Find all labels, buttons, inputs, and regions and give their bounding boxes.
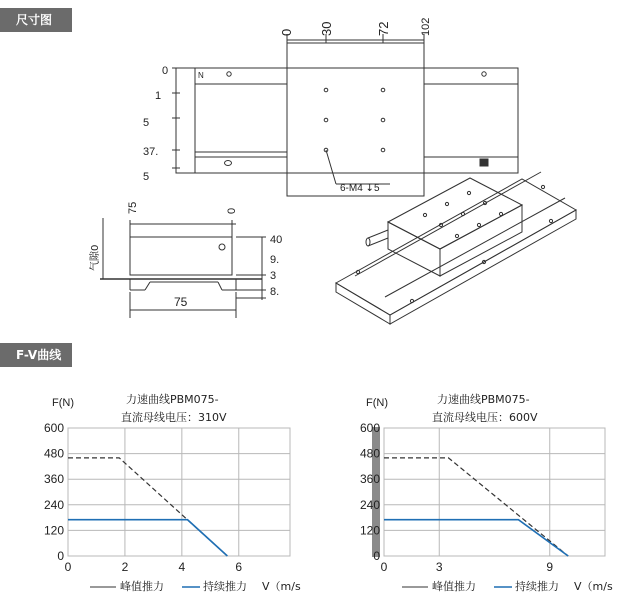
chart1-ytick-label: 240 [43,497,64,512]
chart1-series-continuous [68,520,227,556]
left-dim-3: 37. [143,146,159,158]
side-dim-0: 40 [270,234,283,246]
chart1-xtick-label: 2 [121,560,129,574]
iso-block-side [440,205,522,276]
side-dim-2: 3 [270,270,277,282]
fv-section-title: F-V曲线 [0,343,72,367]
chart2-subtitle: 直流母线电压：600V [432,411,538,424]
chart1-subtitle: 直流母线电压：310V [121,411,227,424]
side-dim-1: 9. [270,254,280,266]
chart1-xtick-label: 4 [178,560,186,574]
chart2-series-peak [384,458,568,556]
left-dim-4: 5 [143,171,150,183]
chart1-xtick-label: 0 [64,560,72,574]
side-dim-3: 8. [270,286,280,298]
air-gap-label: 气隙0 [90,244,101,271]
chart1-ytick-label: 360 [43,472,64,487]
chart2-plot-frame [384,428,605,556]
chart1-ytick-label: 480 [43,446,64,461]
chart2-xtick-label: 3 [435,560,443,574]
legend-right-unit: V（m/s [574,580,613,593]
left-dim-2: 5 [143,117,150,129]
chart1-plot-frame [68,428,290,556]
left-dim-1: 1 [155,90,162,102]
chart2-ytick-label: 120 [359,523,380,538]
chart1-ytick-label: 600 [43,421,64,435]
chart2-ytick-label: 240 [359,497,380,512]
marker-n: N [198,71,204,80]
top-dim-3: 102 [420,17,432,36]
legend-right-cont-label: 持续推力 [515,580,559,593]
chart2-ytick-label: 0 [373,549,380,563]
side-width-top-right: 0 [226,207,238,214]
chart2-xtick-label: 9 [546,560,554,574]
chart2-ytick-label: 600 [359,421,380,435]
side-width-bottom: 75 [174,295,188,309]
side-slider-outline [130,237,232,275]
chart1-ytick-label: 120 [43,523,64,538]
chart1-ytick-label: 0 [57,549,64,563]
top-dim-1: 30 [319,21,334,36]
legend-left-peak-label: 峰值推力 [120,580,164,593]
legend-left [90,579,301,593]
legend-left-cont-label: 持续推力 [203,580,247,593]
iso-block-top [388,178,522,249]
chart1-series-peak [68,458,227,556]
top-dim-2: 72 [376,21,391,36]
chart2-ylabel: F(N) [366,397,388,409]
dimensions-section-title: 尺寸图 [0,8,72,32]
legend-right-peak-label: 峰值推力 [432,580,476,593]
side-width-top-left: 75 [127,201,139,214]
chart1-title: 力速曲线PBM075- [126,393,219,406]
chart2-ytick-label: 480 [359,446,380,461]
chart2-xtick-label: 0 [380,560,388,574]
chart2-ytick-label: 360 [359,472,380,487]
legend-right [402,579,613,593]
iso-base-top [336,179,576,315]
legend-left-unit: V（m/s [262,580,301,593]
top-view-drawing [172,34,518,196]
isometric-view [336,172,576,324]
fv-chart-310v [44,392,290,574]
chart1-ylabel: F(N) [52,397,74,409]
chart1-xtick-label: 6 [235,560,243,574]
hole-callout: 6-M4 ↧5 [340,183,380,194]
chart2-title: 力速曲线PBM075- [437,393,530,406]
left-dim-0: 0 [162,65,169,77]
iso-base-front [336,283,390,324]
iso-base-side [390,210,576,324]
chart2-series-continuous [384,520,568,556]
top-dim-0: 0 [279,28,294,36]
fv-chart-600v [360,392,605,574]
